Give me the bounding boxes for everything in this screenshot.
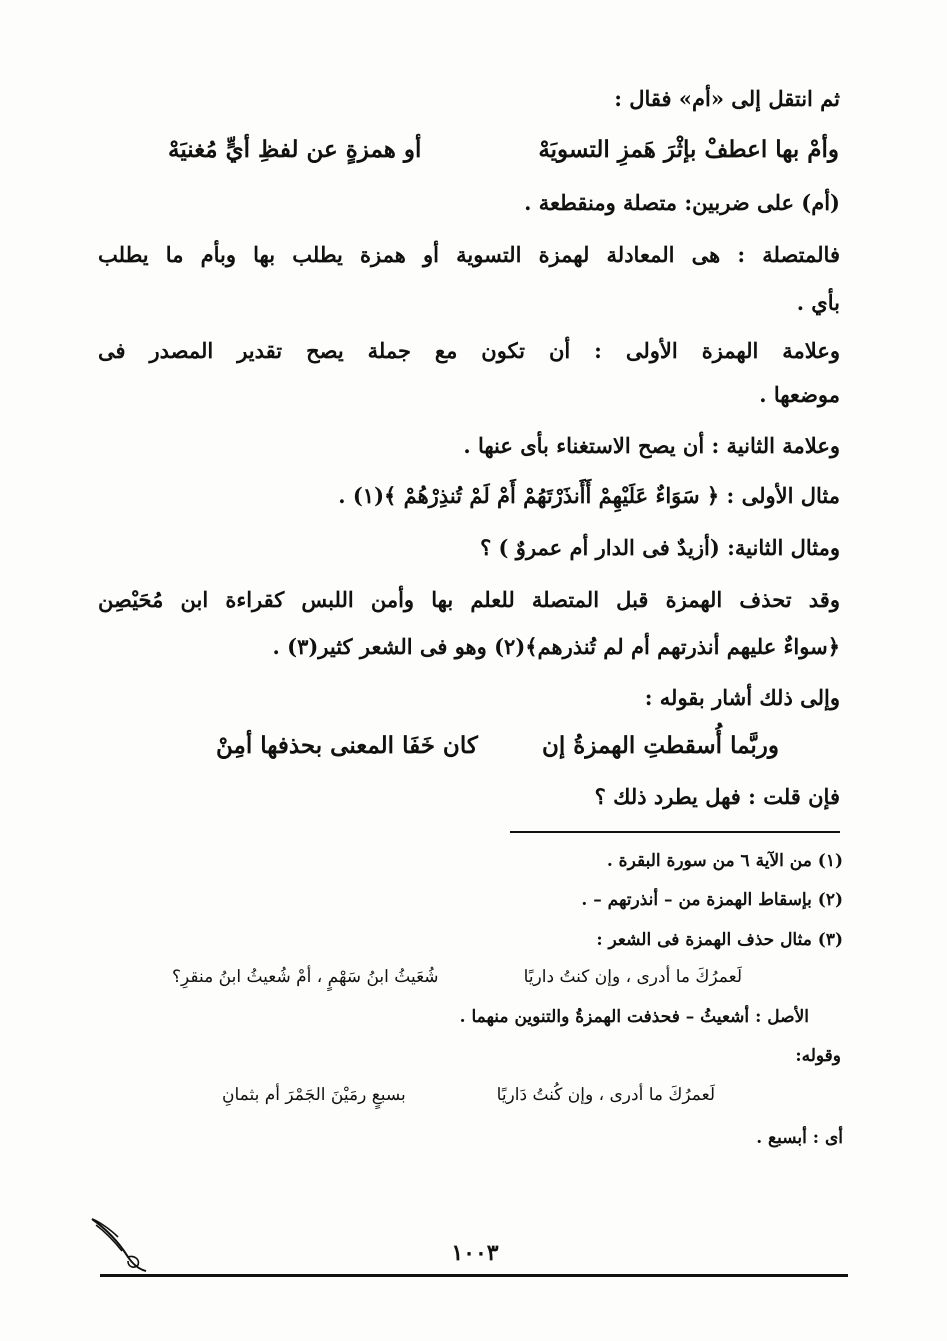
- footnote-3-verse2-left: بسبعٍ رمَيْنَ الجَمْرَ أم بثمانِ: [222, 1085, 406, 1105]
- paragraph-types: (أم) على ضربين: متصلة ومنقطعة .: [524, 190, 840, 215]
- verse-2-hemistich-left: كان خَفَا المعنى بحذفها أمِنْ: [216, 732, 478, 759]
- footnote-3: (٣) مثال حذف الهمزة فى الشعر :: [596, 930, 843, 950]
- paragraph-example-first: مثال الأولى : ﴿ سَوَاءٌ عَلَيْهِمْ أَأَنذَرْتَهُمْ أَمْ لَمْ تُنذِرْهُمْ ﴾(١) .: [338, 483, 840, 508]
- verse-1-hemistich-right: وأمْ بها اعطفْ بإثْرَ هَمزِ التسويَهْ: [538, 136, 839, 163]
- paragraph-intro: ثم انتقل إلى «أم» فقال :: [614, 86, 840, 111]
- paragraph-sign-second: وعلامة الثانية : أن يصح الاستغناء بأى عنها .: [463, 433, 840, 458]
- paragraph-omission-line-1: وقد تحذف الهمزة قبل المتصلة للعلم بها وأمن اللبس كقراءة ابن مُحَيْصِن: [98, 587, 840, 612]
- footnote-3-verse2-right: لَعمرُكَ ما أدرى ، وإن كُنتُ دَاريًا: [496, 1085, 715, 1105]
- footnote-3-verse-left: شُعَيثُ ابنُ سَهْمٍ ، أمْ شُعيثُ ابنُ منقرِ؟: [172, 967, 439, 987]
- paragraph-muttasila-line-2: بأي .: [796, 290, 840, 315]
- footnote-1: (١) من الآية ٦ من سورة البقرة .: [606, 851, 843, 871]
- footnote-3-original: الأصل : أشعيثُ – فحذفت الهمزةُ والتنوين منهما .: [459, 1007, 809, 1027]
- quill-pen-icon: [88, 1215, 158, 1275]
- paragraph-sign-first-line-2: موضعها .: [759, 382, 840, 407]
- footnote-3-verse-right: لَعمرُكَ ما أدرى ، وإن كنتُ داريًا: [523, 967, 742, 987]
- page-bottom-rule: [100, 1274, 848, 1277]
- footnote-2: (٢) بإسقاط الهمزة من – أنذرتهم – .: [581, 890, 843, 910]
- paragraph-reference: وإلى ذلك أشار بقوله :: [644, 685, 840, 710]
- paragraph-question: فإن قلت : فهل يطرد ذلك ؟: [594, 784, 840, 809]
- paragraph-example-second: ومثال الثانية: (أزيدٌ فى الدار أم عمروٌ ) ؟: [480, 535, 840, 560]
- paragraph-sign-first-line-1: وعلامة الهمزة الأولى : أن تكون مع جملة يصح تقدير المصدر فى: [98, 338, 840, 363]
- verse-1-hemistich-left: أو همزةٍ عن لفظِ أيٍّ مُغنيَهْ: [168, 136, 422, 163]
- verse-2-hemistich-right: وربَّما أُسقطتِ الهمزةُ إن: [541, 732, 779, 759]
- footnote-3-meaning: أى : أبسبع .: [756, 1128, 843, 1148]
- paragraph-muttasila-line-1: فالمتصلة : هى المعادلة لهمزة التسوية أو همزة يطلب بها وبأم ما يطلب: [98, 242, 840, 267]
- footnote-3-and-his-saying: وقوله:: [795, 1046, 841, 1066]
- page-number: ١٠٠٣: [451, 1240, 499, 1266]
- footnote-divider: [510, 831, 840, 833]
- paragraph-omission-line-2: ﴿سواءٌ عليهم أنذرتهم أم لم تُنذرهم﴾(٢) وهو فى الشعر كثير(٣) .: [272, 634, 840, 659]
